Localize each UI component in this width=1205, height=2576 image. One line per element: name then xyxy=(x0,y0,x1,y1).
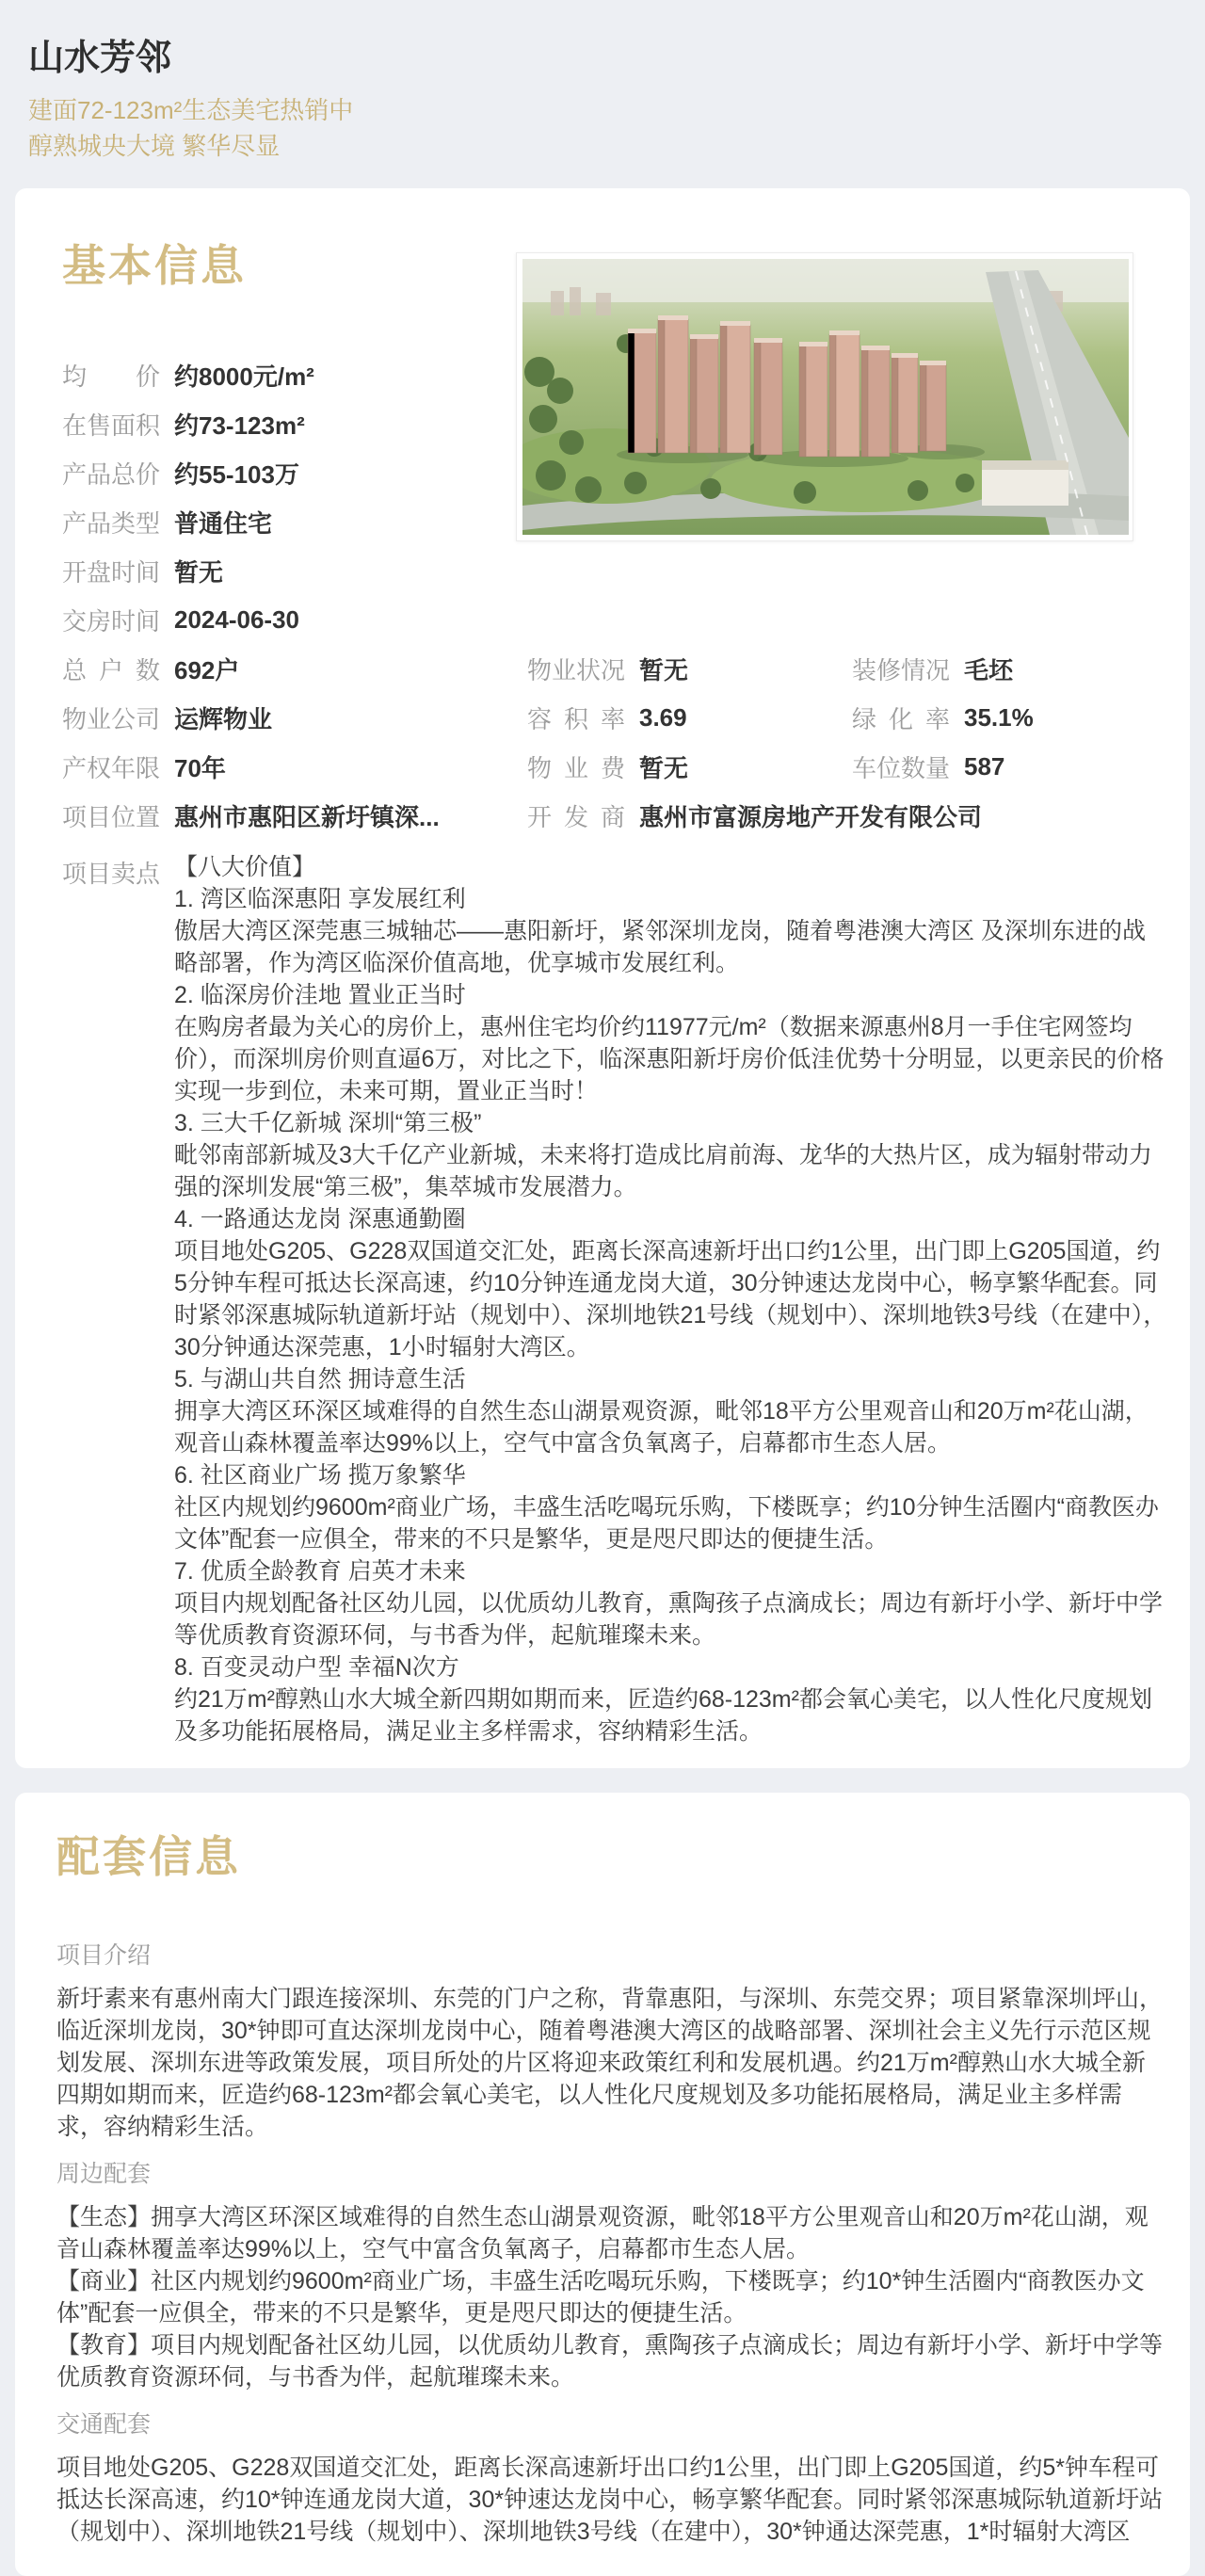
project-slogan xyxy=(28,92,1177,164)
info-grid-row xyxy=(62,791,1167,840)
selling-line: 拥享大湾区环深区域难得的自然生态山湖景观资源，毗邻18平方公里观音山和20万m²花山湖，观音山森林覆盖率达99%以上，空气中富含负氧离子，启幕都市生态人居。 xyxy=(174,1398,1149,1457)
info-label: 总户数 xyxy=(62,655,160,684)
surroundings-section-title: 周边配套 xyxy=(56,2161,152,2187)
info-label: 产品总价 xyxy=(62,459,161,489)
info-value: 暂无 xyxy=(174,557,224,587)
info-row-open-date xyxy=(62,546,1167,595)
info-value: 暂无 xyxy=(639,655,689,684)
info-label: 物业状况 xyxy=(527,655,626,684)
surroundings-paragraph-ecology: 【生态】拥享大湾区环深区域难得的自然生态山湖景观资源，毗邻18平方公里观音山和20万m²花山湖，观音山森林覆盖率达99%以上，空气中富含负氧离子，启幕都市生态人居。 xyxy=(56,2204,1149,2262)
basic-info-rows xyxy=(62,350,1167,1747)
surroundings-section-body xyxy=(56,2201,1165,2393)
selling-line: 8. 百变灵动户型 幸福N次方 xyxy=(174,1654,459,1681)
cell-property-company xyxy=(62,700,527,735)
cell-greening-rate xyxy=(852,700,1167,735)
selling-line: 毗邻南部新城及3大千亿产业新城，未来将打造成比肩前海、龙华的大热片区，成为辐射带动力强的深圳发展“第三极”，集萃城市发展潜力。 xyxy=(174,1142,1152,1200)
info-value: 普通住宅 xyxy=(174,508,273,538)
intro-section-body xyxy=(56,1983,1165,2143)
info-label: 车位数量 xyxy=(852,753,951,782)
info-label: 产权年限 xyxy=(62,753,161,782)
info-label: 在售面积 xyxy=(62,411,161,440)
cell-decoration xyxy=(852,652,1167,686)
info-label: 开发商 xyxy=(527,802,625,831)
selling-points-row xyxy=(62,851,1167,1747)
selling-line: 傲居大湾区深莞惠三城轴芯——惠阳新圩，紧邻深圳龙岗，随着粤港澳大湾区 及深圳东进的战略部署，作为湾区临深价值高地，优享城市发展红利。 xyxy=(174,918,1146,976)
info-value: 惠州市富源房地产开发有限公司 xyxy=(639,802,983,831)
cell-plot-ratio xyxy=(527,700,852,735)
info-grid-row xyxy=(62,644,1167,693)
selling-line: 7. 优质全龄教育 启英才未来 xyxy=(174,1558,466,1585)
info-value: 约73-123m² xyxy=(174,411,305,440)
info-label: 装修情况 xyxy=(852,655,951,684)
intro-paragraph: 新圩素来有惠州南大门跟连接深圳、东莞的门户之称，背靠惠阳，与深圳、东莞交界；项目紧靠深圳坪山，临近深圳龙岗，30*钟即可直达深圳龙岗中心，随着粤港澳大湾区的战略部署、深圳社会主义先行示范区规划发展、深圳东进等政策发展，项目所处的片区将迎来政策红利和发展机遇。约21万m²醇熟山水大城全新四期如期而来，匠造约68-123m²都会氧心美宅，以人性化尺度规划及多功能拓展格局，满足业主多样需求，容纳精彩生活。 xyxy=(56,1986,1164,2140)
info-value: 暂无 xyxy=(639,753,689,782)
cell-tenure xyxy=(62,749,527,784)
info-grid-row xyxy=(62,742,1167,791)
slogan-line-2: 醇熟城央大境 繁华尽显 xyxy=(28,132,281,160)
surroundings-paragraph-business: 【商业】社区内规划约9600m²商业广场，丰盛生活吃喝玩乐购，下楼既享；约10*钟生活圈内“商教医办文体”配套一应俱全，带来的不只是繁华，更是咫尺即达的便捷生活。 xyxy=(56,2268,1145,2326)
basic-info-heading: 基本信息 xyxy=(62,241,247,290)
selling-line: 3. 三大千亿新城 深圳“第三极” xyxy=(174,1110,482,1136)
facilities-heading: 配套信息 xyxy=(56,1832,241,1881)
selling-line: 约21万m²醇熟山水大城全新四期如期而来，匠造约68-123m²都会氧心美宅，以人性化尺度规划及多功能拓展格局，满足业主多样需求，容纳精彩生活。 xyxy=(174,1686,1152,1745)
selling-line: 4. 一路通达龙岗 深惠通勤圈 xyxy=(174,1206,466,1232)
info-value: 35.1% xyxy=(964,702,1034,732)
info-label: 产品类型 xyxy=(62,508,161,538)
cell-parking xyxy=(852,749,1167,784)
info-value: 运辉物业 xyxy=(174,704,273,733)
selling-line: 社区内规划约9600m²商业广场，丰盛生活吃喝玩乐购，下楼既享；约10分钟生活圈内“商教医办文体”配套一应俱全，带来的不只是繁华，更是咫尺即达的便捷生活。 xyxy=(174,1494,1159,1553)
info-value: 2024-06-30 xyxy=(174,604,299,634)
info-label: 物业费 xyxy=(527,753,625,782)
selling-line: 6. 社区商业广场 揽万象繁华 xyxy=(174,1462,466,1489)
cell-households xyxy=(62,652,527,686)
slogan-line-1: 建面72-123m²生态美宅热销中 xyxy=(28,96,354,124)
selling-line: 【八大价值】 xyxy=(174,854,316,880)
info-value: 692户 xyxy=(174,655,240,684)
basic-info-card xyxy=(15,188,1190,1768)
info-label: 容积率 xyxy=(527,704,625,733)
selling-line: 项目内规划配备社区幼儿园，以优质幼儿教育，熏陶孩子点滴成长；周边有新圩小学、新圩中学等优质教育资源环伺，与书香为伴，起航璀璨未来。 xyxy=(174,1590,1164,1649)
traffic-paragraph: 项目地处G205、G228双国道交汇处，距离长深高速新圩出口约1公里，出门即上G205国道，约5*钟车程可抵达长深高速，约10*钟连通龙岗大道，30*钟速达龙岗中心，畅享繁华配套。同时紧邻深惠城际轨道新圩站（规划中）、深圳地铁21号线（规划中）、深圳地铁3号线（在建中），30*钟通达深莞惠，1*时辐射大湾区 xyxy=(56,2455,1164,2545)
traffic-section-body xyxy=(56,2452,1165,2548)
intro-section-title: 项目介绍 xyxy=(56,1942,152,1969)
project-photo[interactable] xyxy=(516,252,1133,541)
selling-line: 2. 临深房价洼地 置业正当时 xyxy=(174,982,466,1008)
project-location-value[interactable]: 惠州市惠阳区新圩镇深... xyxy=(174,802,440,831)
info-value: 70年 xyxy=(174,753,226,782)
info-value: 约8000元/m² xyxy=(174,362,314,391)
info-label: 均价 xyxy=(62,362,160,391)
cell-property-status xyxy=(527,652,852,686)
cell-developer xyxy=(527,798,1167,833)
selling-line: 1. 湾区临深惠阳 享发展红利 xyxy=(174,886,466,912)
selling-line: 在购房者最为关心的房价上，惠州住宅均价约11977元/m²（数据来源惠州8月一手住宅网签均价），而深圳房价则直逼6万，对比之下，临深惠阳新圩房价低洼优势十分明显，以更亲民的价格实现一步到位，未来可期，置业正当时！ xyxy=(174,1014,1165,1104)
aerial-render-graphic xyxy=(522,259,1129,535)
page-header xyxy=(0,0,1205,164)
info-row-delivery-date xyxy=(62,595,1167,644)
info-grid-row xyxy=(62,693,1167,742)
info-value: 约55-103万 xyxy=(174,459,299,489)
project-title: 山水芳邻 xyxy=(28,39,172,78)
facilities-card xyxy=(15,1793,1190,2576)
surroundings-paragraph-education: 【教育】项目内规划配备社区幼儿园，以优质幼儿教育，熏陶孩子点滴成长；周边有新圩小学、新圩中学等优质教育资源环伺，与书香为伴，起航璀璨未来。 xyxy=(56,2332,1164,2391)
selling-points-text xyxy=(174,851,1167,1747)
info-label: 开盘时间 xyxy=(62,557,161,587)
info-label: 项目位置 xyxy=(62,802,161,831)
info-label: 交房时间 xyxy=(62,606,161,636)
cell-location xyxy=(62,798,527,833)
selling-points-label: 项目卖点 xyxy=(62,860,161,888)
info-value: 3.69 xyxy=(639,702,687,732)
cell-property-fee xyxy=(527,749,852,784)
selling-line: 5. 与湖山共自然 拥诗意生活 xyxy=(174,1366,466,1393)
selling-line: 项目地处G205、G228双国道交汇处，距离长深高速新圩出口约1公里，出门即上G205国道，约5分钟车程可抵达长深高速，约10分钟连通龙岗大道，30分钟速达龙岗中心，畅享繁华配套。同时紧邻深惠城际轨道新圩站（规划中）、深圳地铁21号线（规划中）、深圳地铁3号线（在建中），30分钟通达深莞惠，1小时辐射大湾区。 xyxy=(174,1238,1167,1360)
traffic-section-title: 交通配套 xyxy=(56,2411,152,2438)
info-label: 物业公司 xyxy=(62,704,161,733)
info-label: 绿化率 xyxy=(852,704,950,733)
info-value: 毛坯 xyxy=(964,655,1014,684)
info-value: 587 xyxy=(964,751,1005,781)
